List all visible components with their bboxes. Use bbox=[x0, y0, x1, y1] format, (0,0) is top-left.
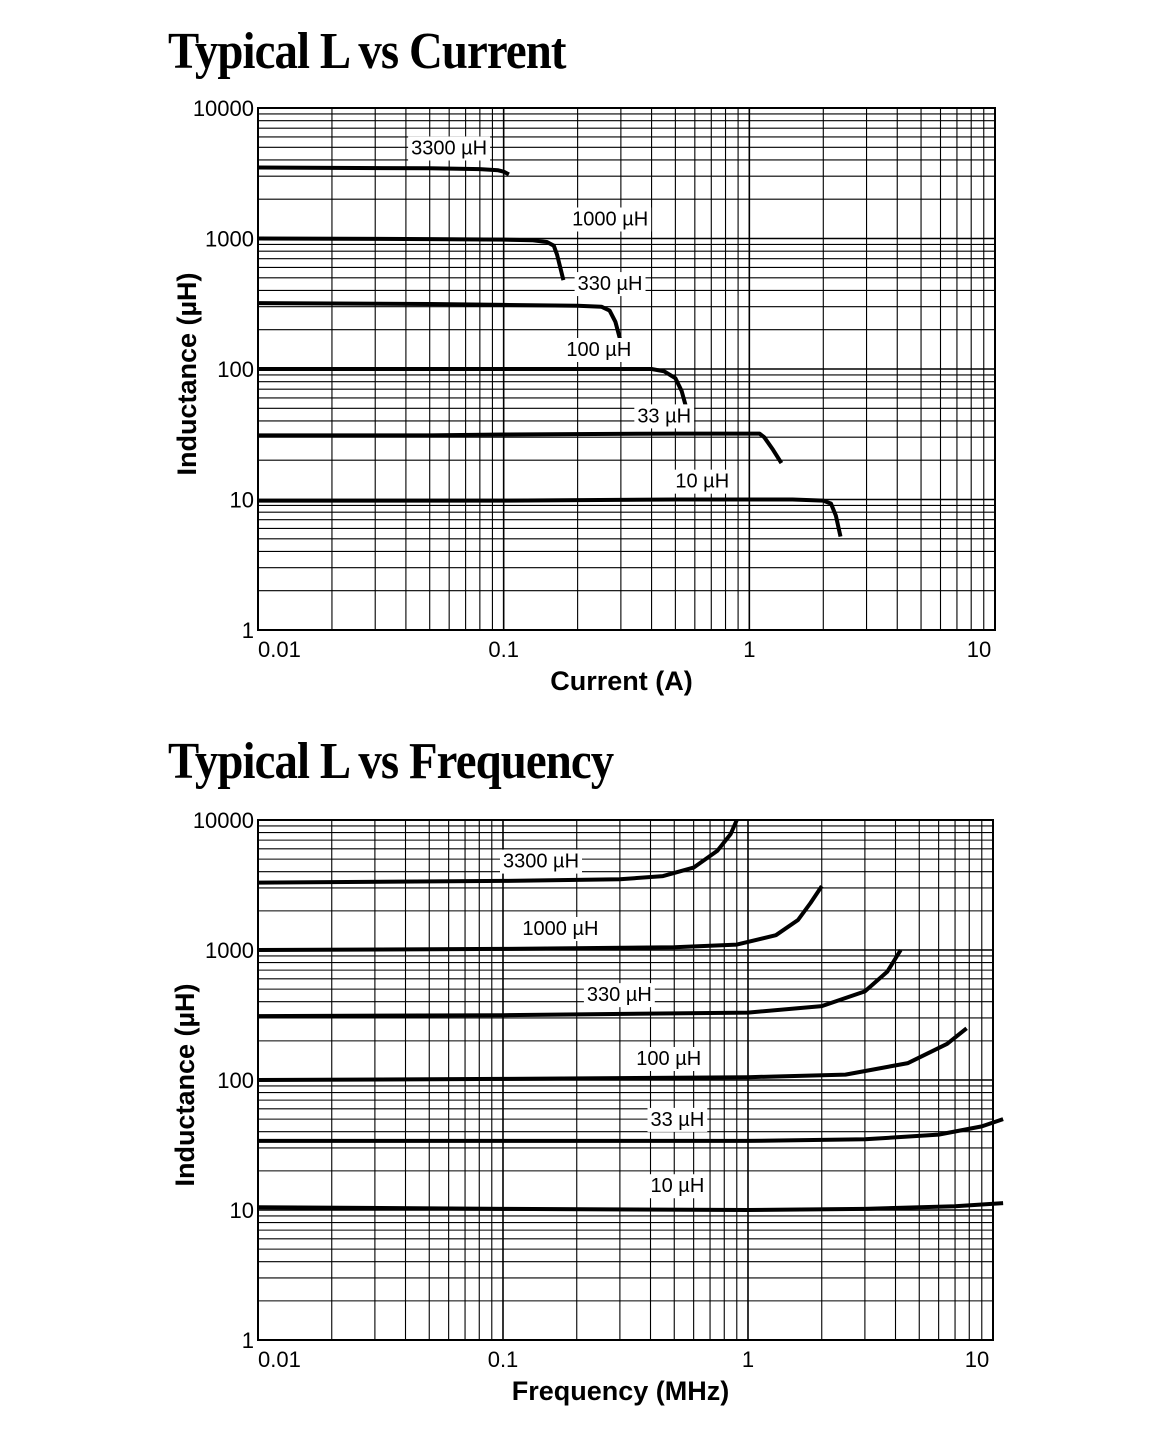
series-line-10h bbox=[258, 1203, 1003, 1210]
chart-title-current: Typical L vs Current bbox=[168, 23, 566, 80]
series-label bbox=[648, 1174, 708, 1198]
series-label bbox=[408, 136, 490, 160]
series-label-text: 3300 µH bbox=[411, 137, 488, 160]
series-label-text: 330 µH bbox=[586, 984, 652, 1007]
series-line-33h bbox=[258, 1119, 1003, 1141]
series-label-text: 100 µH bbox=[566, 339, 632, 361]
y-tick-label: 100 bbox=[217, 1068, 254, 1093]
series-label-text: 33 µH bbox=[637, 405, 692, 428]
series-label-text: 33 µH bbox=[650, 1108, 705, 1131]
x-tick-label: 0.1 bbox=[487, 1347, 519, 1372]
y-tick-label: 10 bbox=[229, 1198, 254, 1223]
series-label-text: 10 µH bbox=[650, 1175, 705, 1198]
series-label-text: 3300 µH bbox=[503, 850, 580, 873]
y-tick-label: 1 bbox=[241, 1328, 254, 1353]
series-label bbox=[519, 917, 601, 941]
series-label bbox=[672, 470, 732, 494]
y-tick-label: 1000 bbox=[205, 938, 254, 963]
x-tick-label: 0.01 bbox=[258, 637, 301, 662]
series-label bbox=[584, 983, 655, 1007]
series-line-33h bbox=[258, 434, 781, 464]
y-tick-label: 100 bbox=[217, 357, 254, 382]
y-tick-label: 1000 bbox=[205, 226, 254, 252]
x-axis-label: Frequency (MHz) bbox=[511, 1376, 730, 1406]
y-tick-label: 10000 bbox=[192, 96, 254, 121]
series-line-100h bbox=[258, 1028, 967, 1080]
series-label bbox=[634, 404, 694, 428]
series-line-330h bbox=[258, 303, 621, 342]
x-axis-label: Current (A) bbox=[550, 666, 693, 696]
series-label bbox=[648, 1108, 708, 1132]
y-axis-label: Inductance (µH) bbox=[170, 983, 200, 1187]
series-label bbox=[563, 338, 634, 362]
series-label-text: 10 µH bbox=[675, 470, 730, 493]
series-label bbox=[569, 208, 651, 232]
series-label-text: 1000 µH bbox=[522, 918, 599, 940]
x-tick-label: 0.1 bbox=[488, 637, 519, 662]
y-axis-label: Inductance (µH) bbox=[172, 272, 202, 476]
y-tick-label: 10000 bbox=[192, 808, 254, 833]
chart-l-vs-current bbox=[0, 0, 1170, 710]
chart-title-frequency: Typical L vs Frequency bbox=[168, 733, 614, 790]
x-tick-label: 10 bbox=[966, 637, 992, 662]
series-line-3300h bbox=[258, 820, 737, 883]
x-tick-label: 1 bbox=[741, 1347, 755, 1372]
series-label-text: 330 µH bbox=[577, 273, 643, 296]
series-line-330h bbox=[258, 950, 901, 1016]
series-label bbox=[500, 850, 582, 874]
series-label bbox=[633, 1047, 704, 1071]
series-label-text: 1000 µH bbox=[572, 208, 649, 231]
y-tick-label: 1 bbox=[241, 618, 254, 643]
chart-l-vs-frequency bbox=[0, 710, 1170, 1440]
series-line-3300h bbox=[258, 168, 509, 175]
y-tick-label: 10 bbox=[229, 487, 254, 513]
series-label-text: 100 µH bbox=[636, 1048, 702, 1070]
x-tick-label: 10 bbox=[964, 1347, 990, 1372]
x-tick-label: 1 bbox=[743, 637, 756, 662]
series-label bbox=[575, 272, 646, 296]
x-tick-label: 0.01 bbox=[258, 1347, 301, 1372]
